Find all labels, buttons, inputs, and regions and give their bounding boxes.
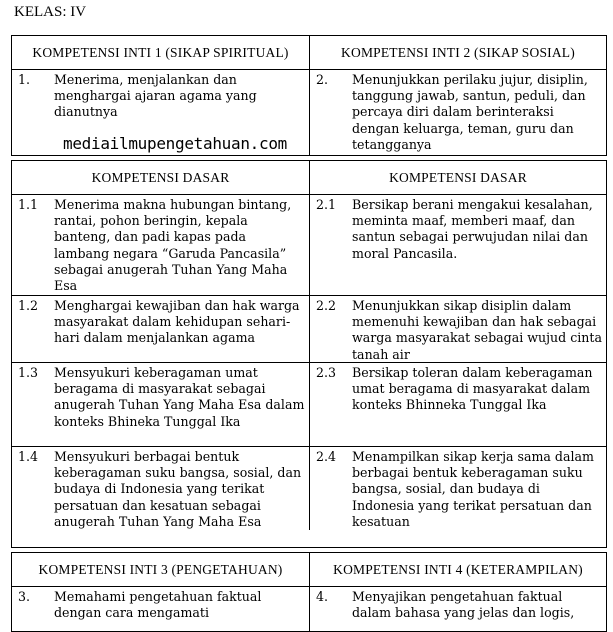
table-row — [12, 195, 606, 296]
item-number: 2.3 — [316, 365, 337, 380]
item-text: Mensyukuri keberagaman umat beragama di masyarakat sebagai anugerah Tuhan Yang Maha Esa dalam konteks Bhineka Tunggal Ika — [54, 365, 305, 429]
ki1-header: KOMPETENSI INTI 1 (SIKAP SPIRITUAL) — [12, 36, 310, 69]
header-row — [12, 161, 606, 195]
item-number: 1.1 — [18, 197, 39, 212]
item-text: Memahami pengetahuan faktual dengan cara mengamati — [54, 589, 262, 621]
item-number: 3. — [18, 589, 31, 604]
kd-left-cell — [12, 195, 310, 295]
item-text: Menunjukkan perilaku jujur, disiplin, tanggung jawab, santun, peduli, dan percaya diri dalam berinteraksi dengan keluarga, teman, guru dan tetangganya — [352, 72, 588, 152]
item-text: Menampilkan sikap kerja sama dalam berbagai bentuk keberagaman suku bangsa, sosial, dan budaya di Indonesia yang terikat persatuan dan kesatuan — [352, 449, 594, 529]
item-text: Mensyukuri berbagai bentuk keberagaman suku bangsa, sosial, dan budaya di Indonesia yang terikat persatuan dan kesatuan sebagai anugerah Tuhan Yang Maha Esa — [54, 449, 302, 529]
class-label: KELAS: IV — [14, 4, 87, 20]
item-text: Bersikap berani mengakui kesalahan, meminta maaf, memberi maaf, dan santun sebagai perwujudan nilai dan moral Pancasila. — [352, 197, 593, 261]
kd-right-cell — [310, 195, 606, 295]
kd-left-cell — [12, 447, 310, 530]
item-number: 2.4 — [316, 449, 337, 464]
kd-right-cell — [310, 296, 606, 362]
kd-left-header: KOMPETENSI DASAR — [12, 161, 310, 194]
item-number: 2. — [316, 72, 329, 87]
ki4-header: KOMPETENSI INTI 4 (KETERAMPILAN) — [333, 561, 583, 577]
kd-right-cell — [310, 447, 606, 530]
ki3-cell — [12, 587, 310, 631]
item-text: Menerima makna hubungan bintang, rantai, pohon beringin, kepala banteng, dan padi kapas pada lambang negara “Garuda Pancasila” sebagai anugerah Tuhan Yang Maha Esa — [54, 197, 292, 294]
core-competency-table-bottom — [11, 552, 607, 632]
header-row — [12, 553, 606, 587]
item-text: Menunjukkan sikap disiplin dalam memenuhi kewajiban dan hak sebagai warga masyarakat sebagai wujud cinta tanah air — [352, 298, 602, 362]
kd-left-cell — [12, 363, 310, 446]
item-number: 2.2 — [316, 298, 337, 313]
watermark-text: mediailmupengetahuan.com — [63, 134, 287, 153]
table-row — [12, 587, 606, 631]
item-text: Bersikap toleran dalam keberagaman umat beragama di masyarakat dalam konteks Bhinneka Tunggal Ika — [352, 365, 593, 413]
item-text: Menghargai kewajiban dan hak warga masyarakat dalam kehidupan sehari-hari dalam menjalankan agama — [54, 298, 300, 346]
item-text: Menerima, menjalankan dan menghargai ajaran agama yang dianutnya — [54, 72, 257, 120]
ki2-header: KOMPETENSI INTI 2 (SIKAP SOSIAL) — [341, 44, 575, 60]
item-number: 4. — [316, 589, 329, 604]
item-number: 1.3 — [18, 365, 39, 380]
item-number: 1.4 — [18, 449, 39, 464]
kd-right-header: KOMPETENSI DASAR — [389, 169, 527, 185]
ki4-cell — [310, 587, 606, 631]
item-text: Menyajikan pengetahuan faktual dalam bahasa yang jelas dan logis, — [352, 589, 575, 621]
kd-right-cell — [310, 363, 606, 446]
item-number: 1.2 — [18, 298, 39, 313]
table-row — [12, 447, 606, 530]
table-row — [12, 296, 606, 363]
basic-competency-table — [11, 160, 607, 548]
item-number: 2.1 — [316, 197, 337, 212]
ki3-header: KOMPETENSI INTI 3 (PENGETAHUAN) — [12, 553, 310, 586]
table-row — [12, 363, 606, 447]
header-row — [12, 36, 606, 70]
item-number: 1. — [18, 72, 31, 87]
ki2-cell — [310, 70, 606, 155]
kd-left-cell — [12, 296, 310, 362]
